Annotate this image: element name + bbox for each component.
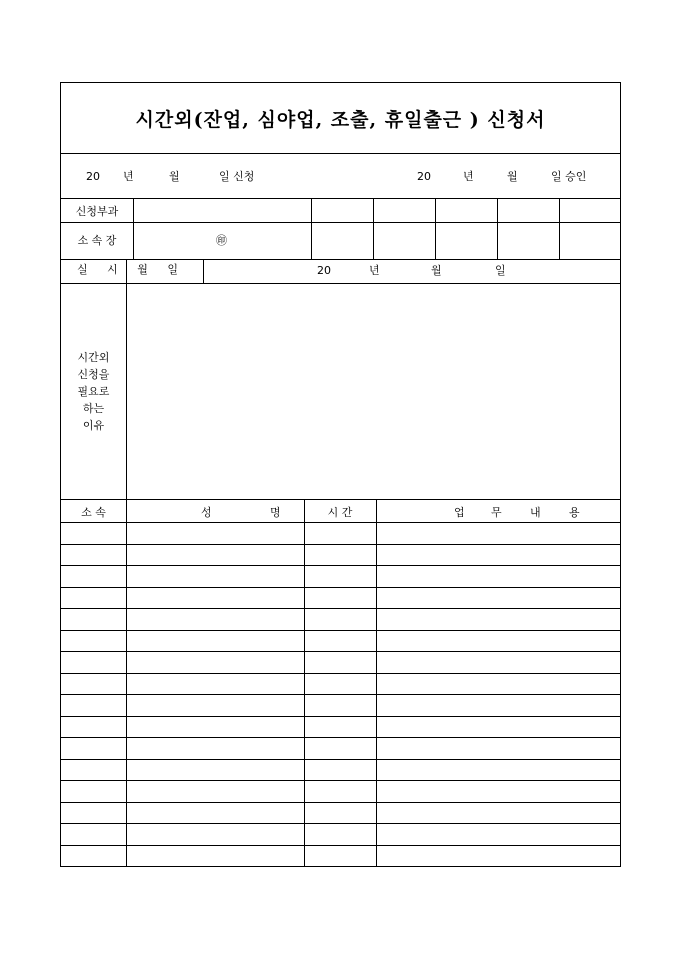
divider bbox=[559, 198, 560, 259]
dept-head-label: 소 속 장 bbox=[77, 234, 117, 247]
divider bbox=[126, 259, 127, 499]
work-date-label: 실 시 월 일 bbox=[77, 263, 186, 276]
request-day-label: 일 신청 bbox=[219, 170, 255, 183]
work-month-label: 월 bbox=[431, 264, 442, 277]
reason-label-line: 신청을 bbox=[77, 368, 110, 381]
table-row bbox=[61, 651, 620, 652]
divider bbox=[61, 153, 620, 154]
request-month-label: 월 bbox=[169, 170, 180, 183]
divider bbox=[61, 198, 620, 199]
table-row bbox=[61, 565, 620, 566]
reason-label-line: 하는 bbox=[82, 402, 105, 415]
request-year-label: 년 bbox=[123, 170, 134, 183]
divider bbox=[61, 522, 620, 523]
divider bbox=[203, 259, 204, 283]
approval-year-prefix: 20 bbox=[417, 170, 431, 183]
table-row bbox=[61, 759, 620, 760]
table-row bbox=[61, 823, 620, 824]
header-dept: 소 속 bbox=[81, 506, 106, 519]
table-row bbox=[61, 845, 620, 846]
divider bbox=[311, 198, 312, 259]
approval-year-label: 년 bbox=[463, 170, 474, 183]
divider bbox=[435, 198, 436, 259]
reason-label bbox=[61, 349, 126, 434]
table-row bbox=[61, 694, 620, 695]
divider bbox=[304, 499, 305, 866]
header-name-2: 명 bbox=[270, 506, 281, 519]
request-year-prefix: 20 bbox=[86, 170, 100, 183]
divider bbox=[376, 499, 377, 866]
header-time: 시 간 bbox=[327, 506, 353, 519]
work-day-label: 일 bbox=[495, 264, 506, 277]
table-row bbox=[61, 802, 620, 803]
reason-label-line: 시간외 bbox=[77, 351, 110, 364]
work-year-prefix: 20 bbox=[317, 264, 331, 277]
form-title: 시간외(잔업, 심야업, 조출, 휴일출근 ) 신청서 bbox=[135, 108, 546, 131]
header-work-3: 내 bbox=[530, 506, 541, 519]
table-row bbox=[61, 544, 620, 545]
table-row bbox=[61, 630, 620, 631]
table-row bbox=[61, 716, 620, 717]
applicant-dept-label: 신청부과 bbox=[75, 205, 119, 218]
divider bbox=[61, 283, 620, 284]
table-row bbox=[61, 737, 620, 738]
header-name-1: 성 bbox=[201, 506, 212, 519]
divider bbox=[133, 198, 134, 259]
header-work-2: 무 bbox=[491, 506, 502, 519]
divider bbox=[373, 198, 374, 259]
divider bbox=[61, 499, 620, 500]
work-year-label: 년 bbox=[369, 264, 380, 277]
divider bbox=[497, 198, 498, 259]
table-row bbox=[61, 608, 620, 609]
seal-icon: ㊞ bbox=[216, 234, 227, 247]
divider bbox=[126, 499, 127, 866]
header-work-4: 용 bbox=[569, 506, 580, 519]
approval-day-label: 일 승인 bbox=[551, 170, 587, 183]
table-row bbox=[61, 780, 620, 781]
header-work-1: 업 bbox=[454, 506, 465, 519]
reason-label-line: 필요로 bbox=[77, 385, 110, 398]
divider bbox=[61, 222, 620, 223]
overtime-request-form bbox=[60, 82, 621, 867]
divider bbox=[61, 259, 620, 260]
table-row bbox=[61, 673, 620, 674]
approval-month-label: 월 bbox=[507, 170, 518, 183]
table-row bbox=[61, 587, 620, 588]
reason-label-line: 이유 bbox=[82, 419, 105, 432]
